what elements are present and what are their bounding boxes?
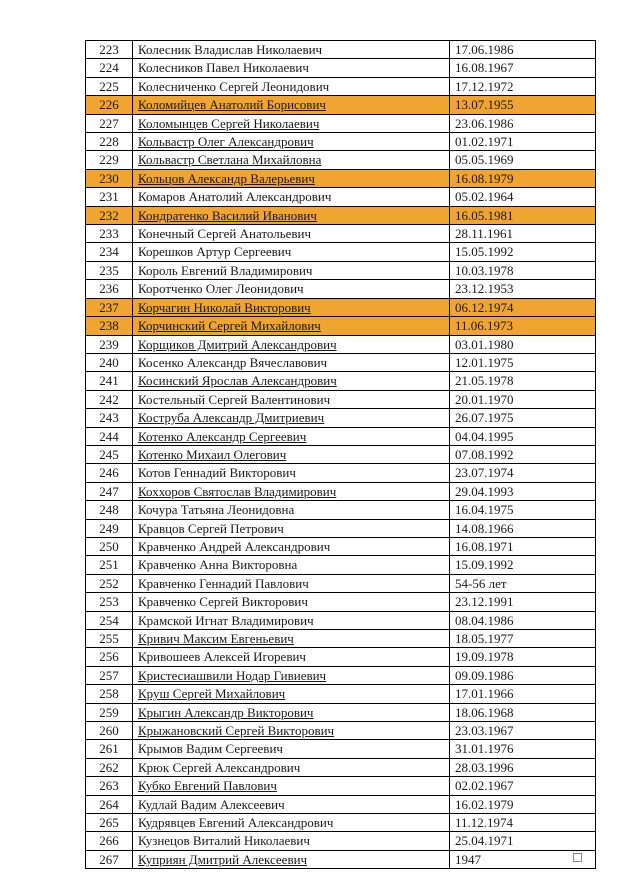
birth-date-cell: 01.02.1971: [450, 133, 596, 151]
table-row: [86, 814, 596, 832]
person-name-link[interactable]: Корчагин Николай Викторович: [133, 298, 450, 316]
person-name-link[interactable]: Крыгин Александр Викторович: [133, 703, 450, 721]
table-row: [86, 169, 596, 187]
birth-date-cell: 29.04.1993: [450, 482, 596, 500]
roster-table-body: [86, 41, 596, 869]
person-name-link[interactable]: Кубко Евгений Павлович: [133, 777, 450, 795]
person-name-cell: Кудрявцев Евгений Александрович: [133, 814, 450, 832]
birth-date-cell: 18.05.1977: [450, 630, 596, 648]
table-row: [86, 630, 596, 648]
birth-date-cell: 09.09.1986: [450, 666, 596, 684]
table-row: [86, 501, 596, 519]
row-number-cell: 252: [86, 574, 133, 592]
person-name-cell: Костельный Сергей Валентинович: [133, 390, 450, 408]
person-name-cell: Колесник Владислав Николаевич: [133, 41, 450, 59]
table-row: [86, 225, 596, 243]
row-number-cell: 255: [86, 630, 133, 648]
birth-date-cell: 11.06.1973: [450, 317, 596, 335]
person-name-link[interactable]: Коломынцев Сергей Николаевич: [133, 114, 450, 132]
row-number-cell: 267: [86, 850, 133, 868]
birth-date-cell: 16.02.1979: [450, 795, 596, 813]
row-number-cell: 265: [86, 814, 133, 832]
row-number-cell: 229: [86, 151, 133, 169]
birth-date-cell: 02.02.1967: [450, 777, 596, 795]
birth-date-cell: 25.04.1971: [450, 832, 596, 850]
birth-date-cell: 23.03.1967: [450, 722, 596, 740]
birth-date-cell: 23.06.1986: [450, 114, 596, 132]
row-number-cell: 226: [86, 96, 133, 114]
table-row: [86, 409, 596, 427]
person-name-link[interactable]: Корщиков Дмитрий Александрович: [133, 335, 450, 353]
person-name-cell: Кудлай Вадим Алексеевич: [133, 795, 450, 813]
person-name-cell: Крымов Вадим Сергеевич: [133, 740, 450, 758]
birth-date-cell: 28.11.1961: [450, 225, 596, 243]
person-name-cell: Кравченко Сергей Викторович: [133, 593, 450, 611]
row-number-cell: 262: [86, 758, 133, 776]
row-number-cell: 245: [86, 445, 133, 463]
row-number-cell: 239: [86, 335, 133, 353]
table-row: [86, 243, 596, 261]
birth-date-cell: 08.04.1986: [450, 611, 596, 629]
table-row: [86, 390, 596, 408]
table-row: [86, 151, 596, 169]
person-name-cell: Кузнецов Виталий Николаевич: [133, 832, 450, 850]
table-row: [86, 666, 596, 684]
row-number-cell: 254: [86, 611, 133, 629]
table-row: [86, 445, 596, 463]
person-name-link[interactable]: Круш Сергей Михайлович: [133, 685, 450, 703]
row-number-cell: 244: [86, 427, 133, 445]
birth-date-cell: 54-56 лет: [450, 574, 596, 592]
birth-date-cell: 06.12.1974: [450, 298, 596, 316]
birth-date-cell: 15.05.1992: [450, 243, 596, 261]
table-row: [86, 611, 596, 629]
birth-date-cell: 16.08.1971: [450, 537, 596, 555]
birth-date-cell: 17.01.1966: [450, 685, 596, 703]
birth-date-cell: 23.12.1953: [450, 280, 596, 298]
row-number-cell: 241: [86, 372, 133, 390]
person-name-link[interactable]: Кривич Максим Евгеньевич: [133, 630, 450, 648]
row-number-cell: 253: [86, 593, 133, 611]
row-number-cell: 223: [86, 41, 133, 59]
table-row: [86, 280, 596, 298]
person-name-link[interactable]: Коломийцев Анатолий Борисович: [133, 96, 450, 114]
table-row: [86, 777, 596, 795]
table-row: [86, 556, 596, 574]
table-row: [86, 261, 596, 279]
person-name-cell: Колесников Павел Николаевич: [133, 59, 450, 77]
birth-date-cell: 20.01.1970: [450, 390, 596, 408]
birth-date-cell: 17.12.1972: [450, 77, 596, 95]
row-number-cell: 249: [86, 519, 133, 537]
person-name-link[interactable]: Кольвастр Светлана Михайловна: [133, 151, 450, 169]
birth-date-cell: 16.05.1981: [450, 206, 596, 224]
person-name-cell: Корешков Артур Сергеевич: [133, 243, 450, 261]
person-name-link[interactable]: Коххоров Святослав Владимирович: [133, 482, 450, 500]
person-name-cell: Коротченко Олег Леонидович: [133, 280, 450, 298]
person-name-link[interactable]: Кондратенко Василий Иванович: [133, 206, 450, 224]
person-name-cell: Кравченко Андрей Александрович: [133, 537, 450, 555]
birth-date-cell: 26.07.1975: [450, 409, 596, 427]
person-name-cell: Конечный Сергей Анатольевич: [133, 225, 450, 243]
row-number-cell: 237: [86, 298, 133, 316]
row-number-cell: 242: [86, 390, 133, 408]
row-number-cell: 258: [86, 685, 133, 703]
person-name-link[interactable]: Корчинский Сергей Михайлович: [133, 317, 450, 335]
row-number-cell: 257: [86, 666, 133, 684]
row-number-cell: 236: [86, 280, 133, 298]
birth-date-cell: 31.01.1976: [450, 740, 596, 758]
person-name-link[interactable]: Косинский Ярослав Александрович: [133, 372, 450, 390]
table-row: [86, 41, 596, 59]
birth-date-cell: 14.08.1966: [450, 519, 596, 537]
table-row: [86, 703, 596, 721]
person-name-link[interactable]: Крыжановский Сергей Викторович: [133, 722, 450, 740]
birth-date-cell: 16.08.1979: [450, 169, 596, 187]
row-number-cell: 264: [86, 795, 133, 813]
table-row: [86, 206, 596, 224]
table-row: [86, 372, 596, 390]
table-row: [86, 648, 596, 666]
table-row: [86, 77, 596, 95]
person-name-cell: Крюк Сергей Александрович: [133, 758, 450, 776]
person-name-cell: Кривошеев Алексей Игоревич: [133, 648, 450, 666]
person-name-cell: Косенко Александр Вячеславович: [133, 353, 450, 371]
row-number-cell: 248: [86, 501, 133, 519]
person-name-cell: Кравченко Геннадий Павлович: [133, 574, 450, 592]
person-name-link[interactable]: Коструба Александр Дмитриевич: [133, 409, 450, 427]
table-row: [86, 593, 596, 611]
birth-date-cell: 21.05.1978: [450, 372, 596, 390]
row-number-cell: 238: [86, 317, 133, 335]
person-name-link[interactable]: Кристесиашвили Нодар Гивиевич: [133, 666, 450, 684]
row-number-cell: 247: [86, 482, 133, 500]
person-name-link[interactable]: Кольцов Александр Валерьевич: [133, 169, 450, 187]
row-number-cell: 232: [86, 206, 133, 224]
row-number-cell: 259: [86, 703, 133, 721]
birth-date-cell: 04.04.1995: [450, 427, 596, 445]
table-row: [86, 133, 596, 151]
birth-date-cell: 19.09.1978: [450, 648, 596, 666]
birth-date-cell: 16.04.1975: [450, 501, 596, 519]
table-row: [86, 850, 596, 868]
person-name-cell: Король Евгений Владимирович: [133, 261, 450, 279]
table-row: [86, 188, 596, 206]
table-row: [86, 96, 596, 114]
table-row: [86, 537, 596, 555]
row-number-cell: 251: [86, 556, 133, 574]
birth-date-cell: 18.06.1968: [450, 703, 596, 721]
birth-date-cell: 13.07.1955: [450, 96, 596, 114]
birth-date-cell: 15.09.1992: [450, 556, 596, 574]
birth-date-cell: 07.08.1992: [450, 445, 596, 463]
person-name-cell: Кравченко Анна Викторовна: [133, 556, 450, 574]
row-number-cell: 231: [86, 188, 133, 206]
row-number-cell: 246: [86, 464, 133, 482]
row-number-cell: 224: [86, 59, 133, 77]
person-name-link[interactable]: Куприян Дмитрий Алексеевич: [133, 850, 450, 868]
row-number-cell: 243: [86, 409, 133, 427]
row-number-cell: 234: [86, 243, 133, 261]
birth-date-cell: 1947: [450, 850, 596, 868]
row-number-cell: 250: [86, 537, 133, 555]
table-row: [86, 740, 596, 758]
person-name-cell: Котов Геннадий Викторович: [133, 464, 450, 482]
person-name-cell: Крамской Игнат Владимирович: [133, 611, 450, 629]
row-number-cell: 225: [86, 77, 133, 95]
name-roster-table: [85, 40, 596, 869]
table-row: [86, 335, 596, 353]
table-row: [86, 519, 596, 537]
row-number-cell: 261: [86, 740, 133, 758]
row-number-cell: 230: [86, 169, 133, 187]
person-name-cell: Колесниченко Сергей Леонидович: [133, 77, 450, 95]
birth-date-cell: 10.03.1978: [450, 261, 596, 279]
empty-square-icon: [573, 853, 582, 862]
table-row: [86, 795, 596, 813]
row-number-cell: 227: [86, 114, 133, 132]
person-name-link[interactable]: Котенко Михаил Олегович: [133, 445, 450, 463]
table-row: [86, 298, 596, 316]
birth-date-cell: 28.03.1996: [450, 758, 596, 776]
person-name-cell: Кравцов Сергей Петрович: [133, 519, 450, 537]
birth-date-cell: 17.06.1986: [450, 41, 596, 59]
person-name-link[interactable]: Кольвастр Олег Александрович: [133, 133, 450, 151]
table-row: [86, 427, 596, 445]
birth-date-cell: 16.08.1967: [450, 59, 596, 77]
table-row: [86, 722, 596, 740]
birth-date-cell: 23.12.1991: [450, 593, 596, 611]
birth-date-cell: 05.05.1969: [450, 151, 596, 169]
row-number-cell: 260: [86, 722, 133, 740]
person-name-cell: Комаров Анатолий Александрович: [133, 188, 450, 206]
row-number-cell: 266: [86, 832, 133, 850]
table-row: [86, 317, 596, 335]
birth-date-cell: 11.12.1974: [450, 814, 596, 832]
table-row: [86, 482, 596, 500]
birth-date-cell: 23.07.1974: [450, 464, 596, 482]
birth-date-cell: 03.01.1980: [450, 335, 596, 353]
row-number-cell: 235: [86, 261, 133, 279]
table-row: [86, 758, 596, 776]
row-number-cell: 240: [86, 353, 133, 371]
table-row: [86, 353, 596, 371]
row-number-cell: 233: [86, 225, 133, 243]
person-name-cell: Кочура Татьяна Леонидовна: [133, 501, 450, 519]
birth-date-cell: 05.02.1964: [450, 188, 596, 206]
table-row: [86, 685, 596, 703]
row-number-cell: 228: [86, 133, 133, 151]
row-number-cell: 263: [86, 777, 133, 795]
table-row: [86, 114, 596, 132]
person-name-link[interactable]: Котенко Александр Сергеевич: [133, 427, 450, 445]
table-row: [86, 464, 596, 482]
table-row: [86, 574, 596, 592]
birth-date-cell: 12.01.1975: [450, 353, 596, 371]
table-row: [86, 832, 596, 850]
table-row: [86, 59, 596, 77]
row-number-cell: 256: [86, 648, 133, 666]
